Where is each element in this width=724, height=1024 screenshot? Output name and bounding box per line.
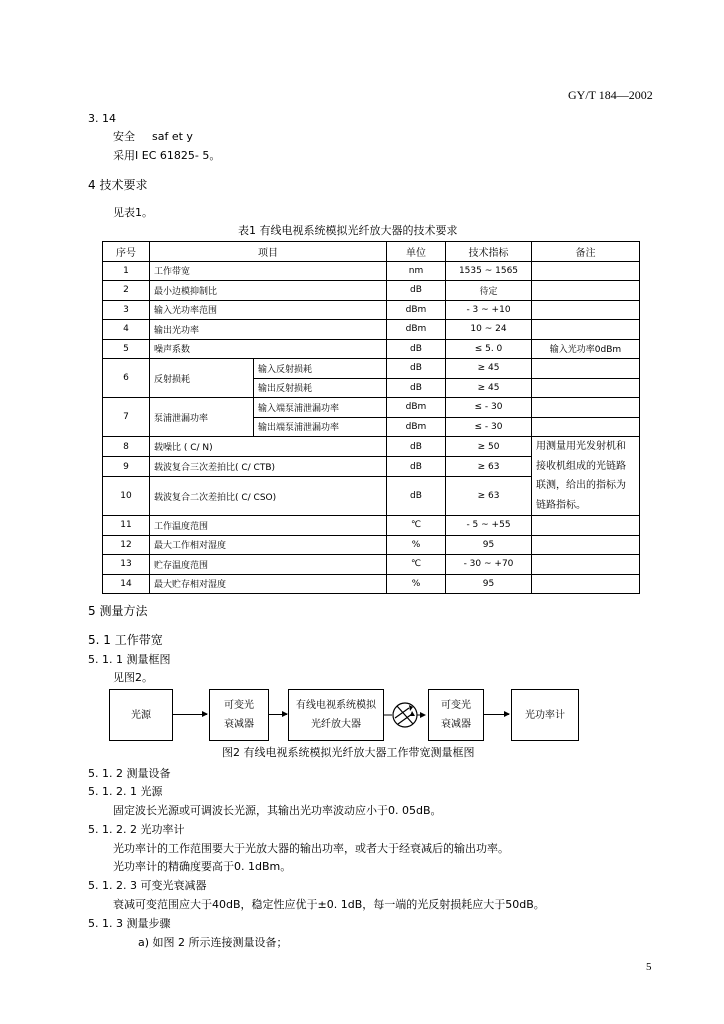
cell-no: 5 xyxy=(103,339,150,359)
table-row xyxy=(103,398,640,418)
cell-note xyxy=(532,516,640,536)
arrow xyxy=(484,714,509,715)
cell-item: 载波复合三次差拍比( C/ CTB) xyxy=(150,457,387,477)
cell-no: 2 xyxy=(103,281,150,301)
box-label: 光功率计 xyxy=(525,709,565,721)
cell-unit: dB xyxy=(387,359,446,379)
table-row xyxy=(103,359,640,379)
table-row xyxy=(103,437,640,457)
cell-unit: dB xyxy=(387,339,446,359)
cell-note xyxy=(532,555,640,575)
header-unit: 单位 xyxy=(387,242,446,262)
header-item: 项目 xyxy=(150,242,387,262)
box-label: 可变光 xyxy=(441,700,471,711)
cell-item: 载波复合二次差拍比( C/ CSO) xyxy=(150,477,387,516)
document-code: GY/T 184—2002 xyxy=(568,88,653,102)
cell-item: 最大贮存相对湿度 xyxy=(150,574,387,594)
table-row xyxy=(103,516,640,536)
paragraph: 光功率计的精确度要高于0. 1dBm。 xyxy=(113,860,292,873)
cell-spec: - 3 ~ +10 xyxy=(446,300,532,320)
cell-item: 工作带宽 xyxy=(150,261,387,281)
cell-unit: nm xyxy=(387,261,446,281)
box-label: 衰减器 xyxy=(224,719,254,730)
table-row xyxy=(103,555,640,575)
header-note: 备注 xyxy=(532,242,640,262)
term-english: saf et y xyxy=(152,130,193,143)
cell-unit: dBm xyxy=(387,320,446,340)
cell-subitem: 输出反射损耗 xyxy=(254,378,387,398)
cell-note xyxy=(532,300,640,320)
cell-no: 6 xyxy=(103,359,150,398)
cell-item: 工作温度范围 xyxy=(150,516,387,536)
power-meter-box xyxy=(511,689,579,741)
optical-isolator-symbol xyxy=(384,695,426,735)
cell-note xyxy=(532,261,640,281)
box-label: 可变光 xyxy=(224,700,254,711)
cell-item: 输入光功率范围 xyxy=(150,300,387,320)
cell-spec: ≥ 63 xyxy=(446,457,532,477)
cell-unit: dBm xyxy=(387,417,446,437)
cell-unit: dB xyxy=(387,281,446,301)
cell-unit: dBm xyxy=(387,398,446,418)
header-no: 序号 xyxy=(103,242,150,262)
box-label: 有线电视系统模拟 xyxy=(296,700,376,711)
cell-item: 贮存温度范围 xyxy=(150,555,387,575)
subsection-heading: 5. 1. 2. 1 光源 xyxy=(88,785,163,798)
cell-item: 反射损耗 xyxy=(150,359,254,398)
subsection-heading: 5. 1. 2. 2 光功率计 xyxy=(88,823,185,836)
cell-note xyxy=(532,574,640,594)
cell-note xyxy=(532,398,640,418)
table-header-row xyxy=(103,242,640,262)
table-row xyxy=(103,339,640,359)
cell-spec: 1535 ~ 1565 xyxy=(446,261,532,281)
section-number: 3. 14 xyxy=(88,112,116,125)
attenuator-box-1 xyxy=(209,689,269,741)
paragraph: 光功率计的工作范围要大于光放大器的输出功率，或者大于经衰减后的输出功率。 xyxy=(113,842,509,855)
section-heading: 4 技术要求 xyxy=(88,178,148,192)
cell-no: 7 xyxy=(103,398,150,437)
cell-no: 10 xyxy=(103,477,150,516)
table-row xyxy=(103,281,640,301)
subsection-heading: 5. 1. 3 测量步骤 xyxy=(88,917,171,930)
header-spec: 技术指标 xyxy=(446,242,532,262)
light-source-box xyxy=(109,689,173,741)
cell-spec: ≥ 45 xyxy=(446,359,532,379)
cell-spec: ≤ 5. 0 xyxy=(446,339,532,359)
cell-no: 9 xyxy=(103,457,150,477)
cell-unit: dB xyxy=(387,457,446,477)
table-row xyxy=(103,300,640,320)
cell-unit: dB xyxy=(387,437,446,457)
page-number: 5 xyxy=(646,961,652,973)
subsection-heading: 5. 1. 2. 3 可变光衰减器 xyxy=(88,879,207,892)
paragraph: 固定波长光源或可调波长光源，其输出光功率波动应小于0. 05dB。 xyxy=(113,804,442,817)
cell-spec: ≤ - 30 xyxy=(446,417,532,437)
cell-subitem: 输入反射损耗 xyxy=(254,359,387,379)
cell-unit: dB xyxy=(387,477,446,516)
cell-unit: % xyxy=(387,535,446,555)
cell-no: 8 xyxy=(103,437,150,457)
cell-item: 输出光功率 xyxy=(150,320,387,340)
attenuator-box-2 xyxy=(428,689,484,741)
cell-no: 3 xyxy=(103,300,150,320)
cell-unit: ℃ xyxy=(387,516,446,536)
cell-spec: 10 ~ 24 xyxy=(446,320,532,340)
cell-spec: 95 xyxy=(446,574,532,594)
subsection-heading: 5. 1. 2 测量设备 xyxy=(88,767,171,780)
arrow xyxy=(173,714,207,715)
subsection-heading: 5. 1 工作带宽 xyxy=(88,633,163,647)
cell-spec: ≥ 63 xyxy=(446,477,532,516)
cell-spec: - 30 ~ +70 xyxy=(446,555,532,575)
table-row xyxy=(103,574,640,594)
cell-spec: 待定 xyxy=(446,281,532,301)
cell-item: 噪声系数 xyxy=(150,339,387,359)
cell-no: 12 xyxy=(103,535,150,555)
cell-note xyxy=(532,535,640,555)
box-label: 光纤放大器 xyxy=(311,719,361,730)
cell-spec: - 5 ~ +55 xyxy=(446,516,532,536)
cell-unit: ℃ xyxy=(387,555,446,575)
cell-spec: ≥ 50 xyxy=(446,437,532,457)
table-row xyxy=(103,320,640,340)
cell-unit: % xyxy=(387,574,446,594)
section-heading: 5 测量方法 xyxy=(88,604,148,618)
cell-no: 14 xyxy=(103,574,150,594)
cell-note-link-test: 用测量用光发射机和接收机组成的光链路联测，给出的指标为链路指标。 xyxy=(532,437,640,516)
paragraph: 见表1。 xyxy=(113,206,153,219)
cell-no: 1 xyxy=(103,261,150,281)
cell-no: 13 xyxy=(103,555,150,575)
term-chinese: 安全 xyxy=(113,130,135,143)
cell-note xyxy=(532,378,640,398)
cell-note xyxy=(532,281,640,301)
cell-no: 4 xyxy=(103,320,150,340)
cell-item: 最小边模抑制比 xyxy=(150,281,387,301)
cell-note: 输入光功率0dBm xyxy=(532,339,640,359)
list-item: a) 如图 2 所示连接测量设备； xyxy=(138,936,288,949)
cell-note xyxy=(532,320,640,340)
cell-item: 载噪比 ( C/ N) xyxy=(150,437,387,457)
figure-caption: 图2 有线电视系统模拟光纤放大器工作带宽测量框图 xyxy=(222,746,475,759)
paragraph: 见图2。 xyxy=(113,671,153,684)
cell-item: 最大工作相对湿度 xyxy=(150,535,387,555)
cell-note xyxy=(532,417,640,437)
cell-subitem: 输出端泵浦泄漏功率 xyxy=(254,417,387,437)
spec-table xyxy=(102,241,640,594)
cell-spec: ≤ - 30 xyxy=(446,398,532,418)
subsection-heading: 5. 1. 1 测量框图 xyxy=(88,653,171,666)
table-caption: 表1 有线电视系统模拟光纤放大器的技术要求 xyxy=(238,224,458,237)
box-label: 衰减器 xyxy=(441,719,471,730)
arrow xyxy=(269,714,287,715)
cell-unit: dBm xyxy=(387,300,446,320)
cell-item: 泵浦泄漏功率 xyxy=(150,398,254,437)
box-label: 光源 xyxy=(131,709,151,721)
table-row xyxy=(103,535,640,555)
cell-spec: 95 xyxy=(446,535,532,555)
fiber-amplifier-box xyxy=(288,689,384,741)
cell-note xyxy=(532,359,640,379)
cell-subitem: 输入端泵浦泄漏功率 xyxy=(254,398,387,418)
table-row xyxy=(103,261,640,281)
term-definition: 采用I EC 61825- 5。 xyxy=(113,149,221,162)
paragraph: 衰减可变范围应大于40dB，稳定性应优于±0. 1dB，每一端的光反射损耗应大于50dB。 xyxy=(113,898,545,911)
cell-unit: dB xyxy=(387,378,446,398)
cell-spec: ≥ 45 xyxy=(446,378,532,398)
cell-no: 11 xyxy=(103,516,150,536)
